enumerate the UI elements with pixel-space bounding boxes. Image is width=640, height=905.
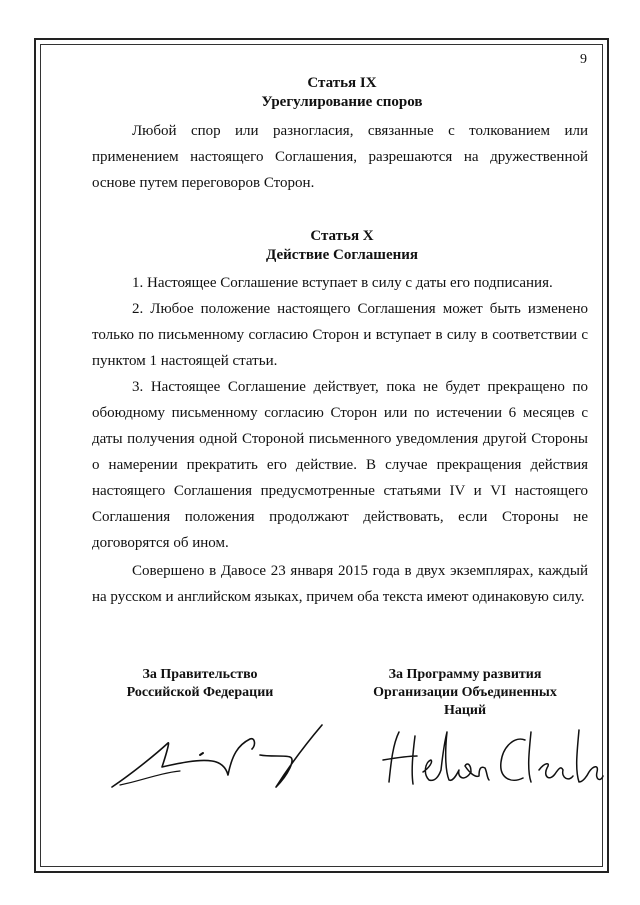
article-10-paragraph-1: 1. Настоящее Соглашение вступает в силу с даты его подписания. bbox=[132, 275, 553, 291]
signatory-right-title bbox=[345, 666, 585, 720]
article-10-subtitle: Действие Соглашения bbox=[266, 247, 418, 263]
page-number: 9 bbox=[580, 52, 587, 67]
article-10-paragraph-3: 3. Настоящее Соглашение действует, пока не будет прекращено по обоюдному письменному согласию Сторон или по истечении 6 месяцев с даты получения одной Стороной письменного уведомления другой Стороны о намерении прекратить его действие. В случае прекращения действия настоящего Соглашения предусмотренные статьями IV и VI настоящего Соглашения положения продолжают действовать, если Стороны не договорятся об ином. bbox=[92, 379, 588, 551]
closing-paragraph: Совершено в Давосе 23 января 2015 года в двух экземплярах, каждый на русском и английском языках, причем оба текста имеют одинаковую силу. bbox=[92, 563, 588, 605]
signatory-right-line-2: Организации Объединенных bbox=[373, 685, 557, 700]
article-10-paragraph-2: 2. Любое положение настоящего Соглашения может быть изменено только по письменному согласию Сторон и вступает в силу в соответствии с пунктом 1 настоящей статьи. bbox=[92, 301, 588, 369]
article-9-subtitle: Урегулирование споров bbox=[261, 94, 423, 110]
article-9-title: Статья IX bbox=[307, 75, 377, 91]
signature-left bbox=[100, 715, 330, 795]
signatory-right-line-3: Наций bbox=[443, 703, 487, 718]
signatory-left-line-2: Российской Федерации bbox=[126, 685, 274, 700]
signatory-right-line-1: За Программу развития bbox=[388, 667, 542, 682]
signatory-left-line-1: За Правительство bbox=[142, 667, 258, 682]
article-9-text: Любой спор или разногласия, связанные с толкованием или применением настоящего Соглашения, разрешаются на дружественной основе путем переговоров Сторон. bbox=[92, 123, 588, 191]
signature-right bbox=[375, 722, 605, 797]
article-10-title: Статья X bbox=[310, 228, 374, 244]
signatory-left-title bbox=[100, 666, 300, 702]
